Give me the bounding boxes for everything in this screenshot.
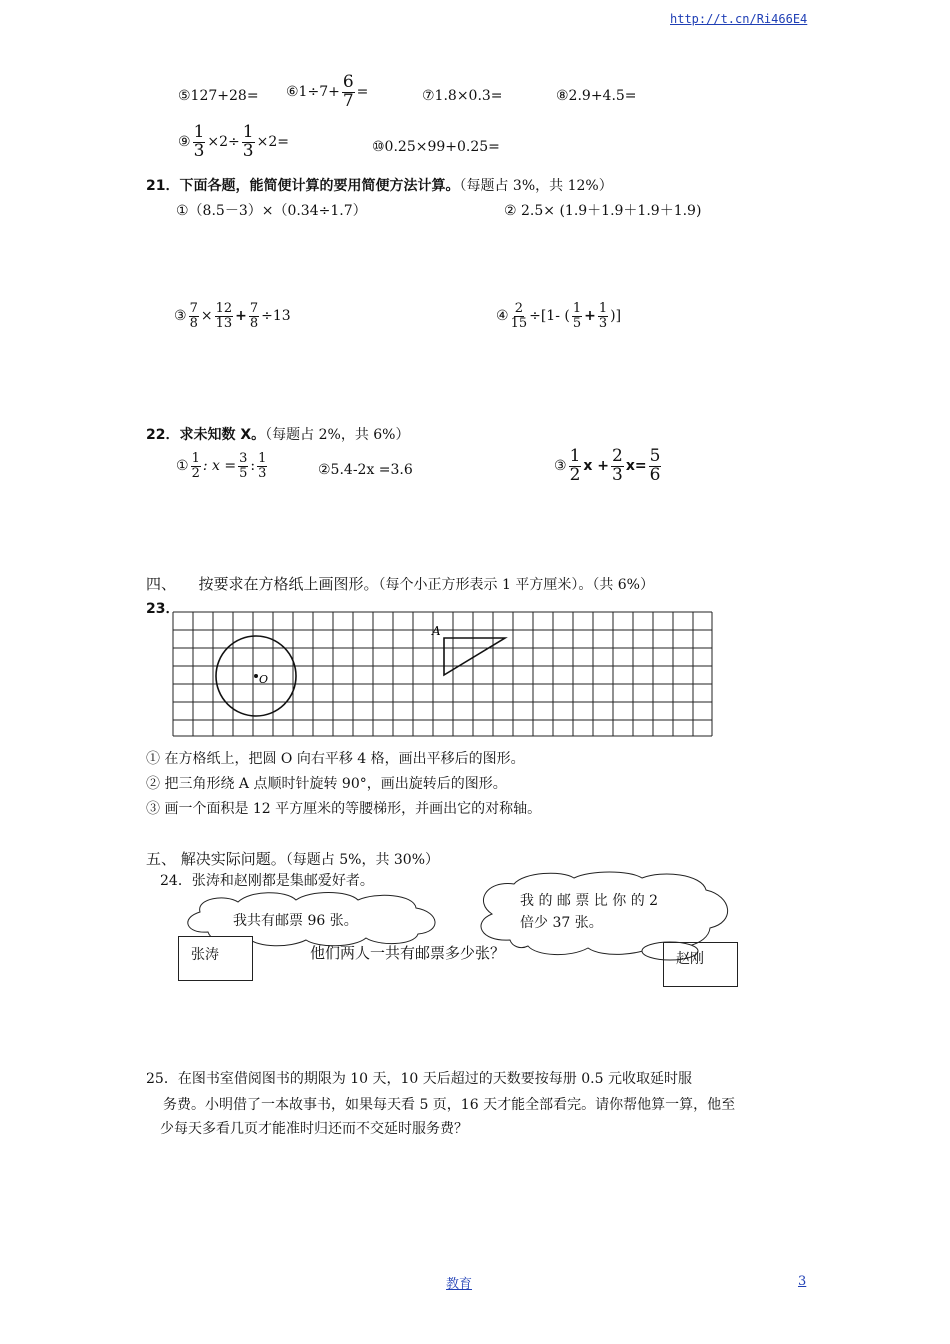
question-21-heading: 21．下面各题，能简便计算的要用简便方法计算。 bbox=[146, 178, 460, 194]
fraction bbox=[511, 302, 528, 330]
cloud-right-line-2: 倍少 37 张。 bbox=[520, 915, 603, 931]
fraction bbox=[611, 448, 624, 485]
question-21-part-4 bbox=[496, 302, 621, 330]
name-zhang-tao: 张涛 bbox=[191, 947, 219, 963]
question-24-ask: 他们两人一共有邮票多少张？ bbox=[310, 944, 506, 962]
denominator: 3 bbox=[193, 140, 205, 161]
question-24: 24．张涛和赵刚都是集邮爱好者。 bbox=[160, 873, 374, 889]
problem-5: ⑤127+28= bbox=[178, 88, 259, 104]
fraction bbox=[257, 452, 267, 480]
label-a: A bbox=[432, 624, 441, 638]
numerator: 5 bbox=[649, 446, 661, 466]
part-1-mid: : x = bbox=[202, 458, 237, 475]
section-4-title bbox=[146, 573, 654, 594]
footer-link[interactable]: 教育 bbox=[446, 1277, 473, 1292]
denominator: 3 bbox=[258, 465, 267, 481]
numerator: 2 bbox=[514, 301, 523, 316]
fraction bbox=[215, 302, 234, 330]
fraction bbox=[249, 302, 259, 330]
grid-paper bbox=[172, 611, 713, 737]
operator: × bbox=[200, 308, 213, 325]
part-4-suffix: )] bbox=[610, 308, 622, 325]
denominator: 15 bbox=[510, 315, 528, 331]
part-3-prefix: ③ bbox=[174, 308, 187, 325]
fraction bbox=[191, 452, 201, 480]
instruction-1: ① 在方格纸上，把圆 O 向右平移 4 格，画出平移后的图形。 bbox=[146, 751, 525, 767]
question-22-part-1 bbox=[176, 452, 269, 480]
circle-center bbox=[254, 674, 258, 678]
question-22-part-3 bbox=[554, 448, 663, 485]
part-3-x1: x + bbox=[583, 458, 610, 475]
question-22-note: （每题占 2%，共 6%） bbox=[265, 427, 410, 443]
problem-9 bbox=[178, 124, 289, 161]
section-5-note: （每题占 5%，共 30%） bbox=[285, 852, 440, 868]
denominator: 8 bbox=[249, 315, 259, 331]
part-3-suffix: ÷13 bbox=[261, 308, 291, 325]
grid-lines bbox=[173, 612, 712, 736]
question-21-part-2: ② 2.5× (1.9＋1.9＋1.9＋1.9) bbox=[504, 203, 702, 219]
name-zhao-gang: 赵刚 bbox=[676, 951, 704, 967]
denominator: 8 bbox=[189, 315, 198, 331]
fraction bbox=[342, 74, 355, 111]
numerator: 1 bbox=[598, 301, 608, 316]
colon: : bbox=[250, 458, 256, 475]
section-4-heading: 四、 按要求在方格纸上画图形。 bbox=[146, 575, 379, 593]
question-21-note: （每题占 3%，共 12%） bbox=[459, 178, 613, 194]
grid-figure bbox=[172, 611, 713, 737]
section-4-note: （每个小正方形表示 1 平方厘米）。（共 6%） bbox=[378, 577, 654, 593]
question-21-part-1: ①（8.5－3）×（0.34÷1.7） bbox=[176, 203, 367, 219]
page-number: 3 bbox=[798, 1274, 807, 1289]
instruction-2: ② 把三角形绕 A 点顺时针旋转 90°，画出旋转后的图形。 bbox=[146, 776, 507, 792]
denominator: 5 bbox=[572, 315, 582, 331]
denominator: 2 bbox=[569, 464, 581, 485]
fraction bbox=[569, 448, 582, 485]
denominator: 3 bbox=[598, 315, 608, 331]
cloud-right-line-1: 我 的 邮 票 比 你 的 2 bbox=[520, 893, 659, 909]
operator: + bbox=[235, 308, 247, 325]
section-5-heading: 五、 解决实际问题。 bbox=[146, 850, 286, 868]
problem-7: ⑦1.8×0.3= bbox=[422, 88, 503, 104]
problem-6-prefix: ⑥1÷7+ bbox=[286, 84, 340, 101]
denominator: 7 bbox=[342, 90, 354, 111]
problem-6 bbox=[286, 74, 368, 111]
numerator: 3 bbox=[239, 451, 248, 466]
fraction bbox=[649, 448, 662, 485]
question-21-title bbox=[146, 175, 613, 195]
numerator: 7 bbox=[249, 301, 259, 316]
denominator: 6 bbox=[649, 464, 661, 485]
denominator: 3 bbox=[612, 464, 623, 485]
question-23-label: 23． bbox=[146, 601, 180, 617]
denominator: 5 bbox=[239, 465, 248, 481]
fraction bbox=[242, 124, 255, 161]
question-22-part-2: ②5.4-2x =3.6 bbox=[318, 462, 413, 478]
problem-10: ⑩0.25×99+0.25= bbox=[372, 139, 500, 155]
part-4-prefix: ④ bbox=[496, 308, 509, 325]
numerator: 1 bbox=[572, 301, 582, 316]
part-3-prefix: ③ bbox=[554, 458, 567, 475]
numerator: 1 bbox=[191, 451, 200, 466]
question-21-part-3 bbox=[174, 302, 291, 330]
question-25-line-3: 少每天多看几页才能准时归还而不交延时服务费？ bbox=[160, 1121, 468, 1137]
instruction-3: ③ 画一个面积是 12 平方厘米的等腰梯形，并画出它的对称轴。 bbox=[146, 801, 542, 817]
cloud-left-text: 我共有邮票 96 张。 bbox=[233, 913, 358, 929]
denominator: 13 bbox=[215, 315, 233, 331]
problem-9-suffix: ×2= bbox=[256, 134, 289, 151]
fraction bbox=[572, 302, 582, 330]
numerator: 1 bbox=[242, 122, 254, 142]
part-1-prefix: ① bbox=[176, 458, 189, 475]
header-url[interactable]: http://t.cn/Ri466E4 bbox=[670, 12, 808, 26]
numerator: 12 bbox=[215, 301, 233, 316]
problem-8: ⑧2.9+4.5= bbox=[556, 88, 637, 104]
numerator: 1 bbox=[569, 446, 581, 466]
numerator: 2 bbox=[612, 446, 623, 466]
fraction bbox=[189, 302, 199, 330]
fraction bbox=[193, 124, 206, 161]
numerator: 7 bbox=[189, 301, 198, 316]
part-3-x2: x= bbox=[625, 458, 647, 475]
question-25-line-2: 务费。小明借了一本故事书，如果每天看 5 页，16 天才能全部看完。请你帮他算一算，他至 bbox=[163, 1097, 736, 1113]
question-22-heading: 22．求未知数 X。 bbox=[146, 427, 266, 443]
denominator: 3 bbox=[242, 140, 254, 161]
numerator: 1 bbox=[258, 451, 267, 466]
question-25-line-1: 25．在图书室借阅图书的期限为 10 天，10 天后超过的天数要按每册 0.5 元收取延时服 bbox=[146, 1071, 692, 1087]
section-5-title bbox=[146, 848, 439, 869]
part-4-mid: ÷[1- ( bbox=[529, 308, 570, 325]
operator: + bbox=[584, 308, 596, 325]
problem-9-mid: ×2÷ bbox=[207, 134, 240, 151]
fraction bbox=[598, 302, 608, 330]
problem-9-prefix: ⑨ bbox=[178, 134, 191, 151]
numerator: 6 bbox=[342, 72, 354, 92]
fraction bbox=[238, 452, 248, 480]
numerator: 1 bbox=[193, 122, 205, 142]
question-22-title bbox=[146, 424, 409, 444]
problem-6-suffix: = bbox=[356, 84, 369, 101]
label-o: O bbox=[259, 673, 269, 686]
denominator: 2 bbox=[191, 465, 200, 481]
